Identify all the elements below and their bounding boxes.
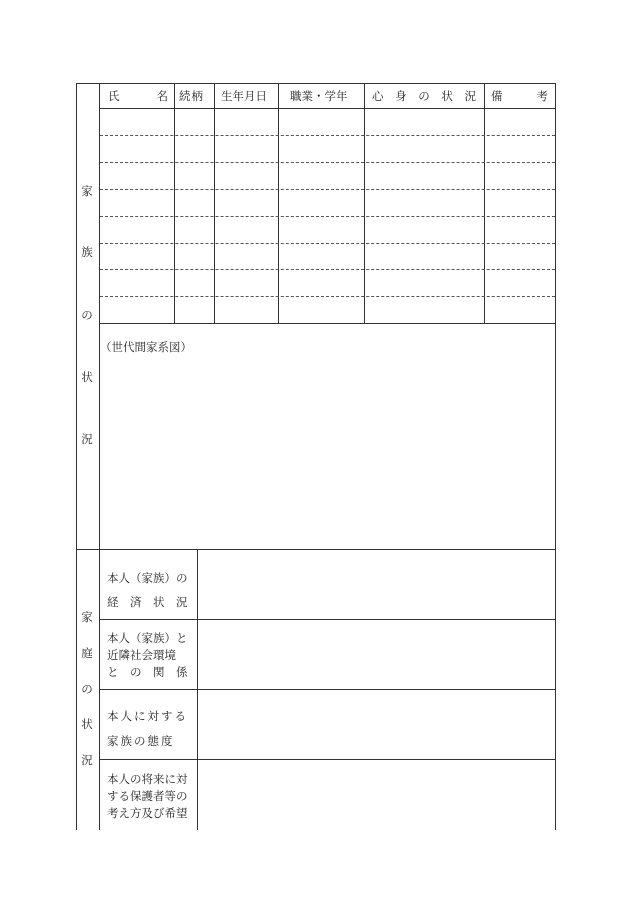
family-section-label: 状 [81, 370, 93, 384]
header-birthdate: 生年月日 [221, 89, 267, 103]
family-row-2[interactable] [100, 136, 555, 162]
family-attitude-field[interactable] [198, 690, 555, 759]
family-row-5[interactable] [100, 217, 555, 243]
guardian-wishes-field[interactable] [198, 760, 555, 830]
family-section-label: 家 [81, 184, 93, 198]
item-label-family-attitude: 本人に対する 家族の態度 [107, 709, 188, 748]
header-name: 氏 名 [108, 89, 168, 103]
family-section-label: の [81, 308, 93, 322]
family-row-8[interactable] [100, 297, 555, 323]
community-relation-field[interactable] [198, 620, 555, 689]
family-row-7[interactable] [100, 270, 555, 296]
family-row-1[interactable] [100, 109, 555, 135]
family-row-4[interactable] [100, 190, 555, 216]
genogram-area[interactable] [100, 324, 555, 549]
header-occupation: 職業・学年 [290, 89, 348, 103]
item-label-economic: 本人（家族）の 経 済 状 況 [107, 571, 188, 609]
header-relation: 続柄 [179, 89, 204, 103]
economic-status-field[interactable] [198, 550, 555, 619]
family-row-3[interactable] [100, 163, 555, 189]
family-section-label: 況 [81, 432, 93, 446]
family-row-6[interactable] [100, 244, 555, 269]
item-label-guardian-wishes: 本人の将来に対 する保護者等の 考え方及び希望 [107, 772, 188, 820]
header-condition: 心 身 の 状 況 [372, 89, 476, 103]
home-section-label: 庭 [81, 646, 93, 660]
genogram-label: （世代間家系図） [100, 340, 192, 354]
home-section-label: 家 [81, 610, 93, 624]
family-section-label: 族 [81, 245, 93, 259]
header-remarks: 備 考 [491, 89, 548, 103]
home-section-label: 状 [81, 717, 93, 731]
right-border [555, 83, 556, 830]
home-section-label: の [81, 682, 93, 696]
item-label-community: 本人（家族）と 近隣社会環境 と の 関 係 [107, 631, 188, 679]
home-section-label: 況 [81, 753, 93, 767]
